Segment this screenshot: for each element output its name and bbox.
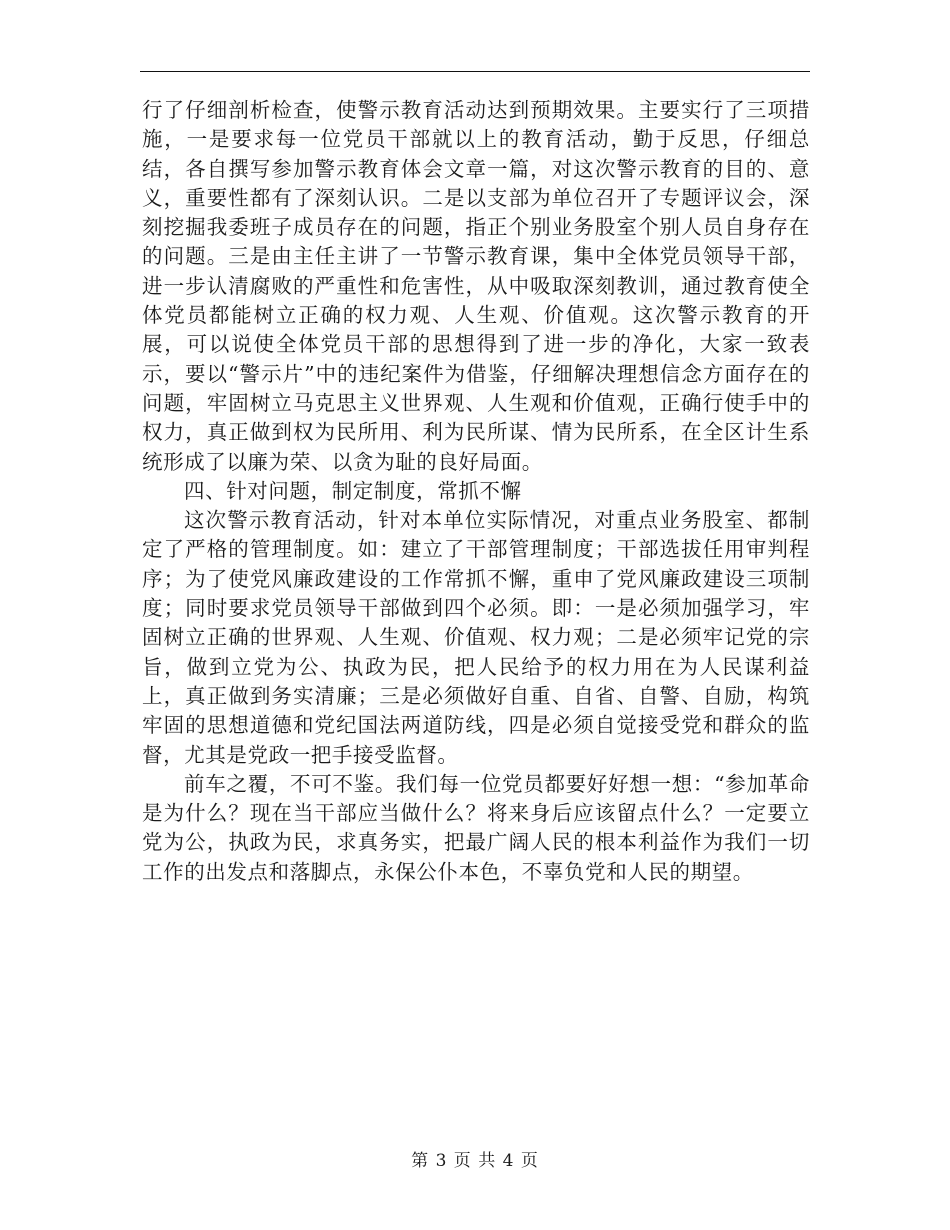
- footer-total-pages: 4: [502, 1151, 515, 1171]
- header-rule: [140, 71, 810, 72]
- paragraph-conclusion: 前车之覆，不可不鉴。我们每一位党员都要好好想一想：“参加革命是为什么？现在当干部应当做什么？将来身后应该留点什么？一定要立党为公，执政为民，求真务实，把最广阔人民的根本利益作为我们一切工作的出发点和落脚点，永保公仆本色，不辜负党和人民的期望。: [142, 771, 810, 884]
- footer-suffix: 页: [520, 1151, 539, 1171]
- page-footer: [0, 1146, 950, 1171]
- paragraph-rules: 这次警示教育活动，针对本单位实际情况，对重点业务股室、都制定了严格的管理制度。如：建立了干部管理制度；干部选拔任用审判程序；为了使党风廉政建设的工作常抓不懈，重申了党风廉政建设三项制度；同时要求党员领导干部做到四个必须。即：一是必须加强学习，牢固树立正确的世界观、人生观、价值观、权力观；二是必须牢记党的宗旨，做到立党为公、执政为民，把人民给予的权力用在为人民谋利益上，真正做到务实清廉；三是必须做好自重、自省、自警、自励，构筑牢固的思想道德和党纪国法两道防线，四是必须自觉接受党和群众的监督，尤其是党政一把手接受监督。: [142, 508, 810, 767]
- footer-prefix: 第: [411, 1151, 430, 1171]
- paragraph-continuation: 行了仔细剖析检查，使警示教育活动达到预期效果。主要实行了三项措施，一是要求每一位党员干部就以上的教育活动，勤于反思，仔细总结，各自撰写参加警示教育体会文章一篇，对这次警示教育的目的、意义，重要性都有了深刻认识。二是以支部为单位召开了专题评议会，深刻挖掘我委班子成员存在的问题，指正个别业务股室个别人员自身存在的问题。三是由主任主讲了一节警示教育课，集中全体党员领导干部，进一步认清腐败的严重性和危害性，从中吸取深刻教训，通过教育使全体党员都能树立正确的权力观、人生观、价值观。这次警示教育的开展，可以说使全体党员干部的思想得到了进一步的净化，大家一致表示，要以“警示片”中的违纪案件为借鉴，仔细解决理想信念方面存在的问题，牢固树立马克思主义世界观、人生观和价值观，正确行使手中的权力，真正做到权为民所用、利为民所谋、情为民所系，在全区计生系统形成了以廉为荣、以贪为耻的良好局面。: [142, 98, 810, 474]
- section-heading: 四、针对问题，制定制度，常抓不懈: [184, 478, 522, 503]
- document-body: [142, 96, 810, 887]
- footer-current-page: 3: [435, 1151, 448, 1171]
- footer-middle: 页 共: [453, 1151, 497, 1171]
